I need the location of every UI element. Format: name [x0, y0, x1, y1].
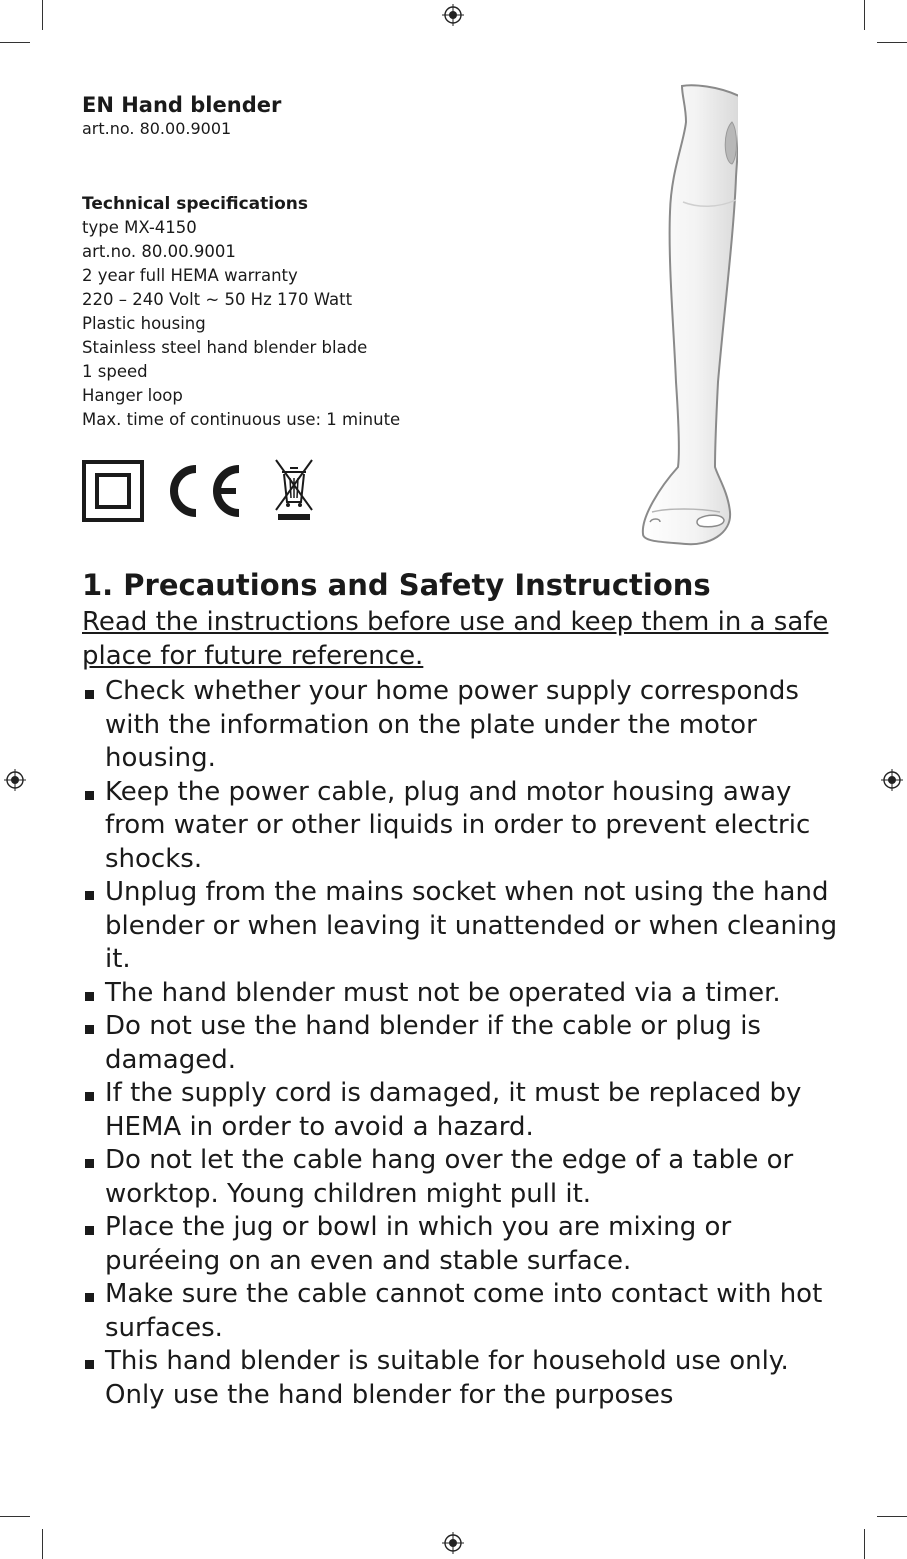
- section-title: 1. Precautions and Safety Instructions: [82, 568, 711, 602]
- bullet-square-icon: [85, 1360, 94, 1369]
- bullet-square-icon: [85, 992, 94, 1001]
- spec-item: 1 speed: [82, 362, 148, 381]
- bullet-square-icon: [85, 1226, 94, 1235]
- registration-mark-icon: [442, 4, 464, 26]
- bullet-square-icon: [85, 1159, 94, 1168]
- registration-mark-icon: [4, 769, 26, 791]
- article-number: art.no. 80.00.9001: [82, 119, 232, 138]
- bullet-square-icon: [85, 1092, 94, 1101]
- list-item: [82, 1211, 842, 1278]
- section-intro: Read the instructions before use and keep them in a safe place for future reference.: [82, 607, 829, 671]
- hand-blender-illustration: [638, 82, 738, 550]
- list-item: [82, 675, 842, 776]
- spec-item: Stainless steel hand blender blade: [82, 338, 368, 357]
- list-item-text: Do not let the cable hang over the edge of a table or worktop. Young children might pull it.: [105, 1145, 794, 1209]
- technical-specifications: [82, 192, 400, 432]
- spec-item: 220 – 240 Volt ~ 50 Hz 170 Watt: [82, 290, 353, 309]
- crop-mark: [42, 1529, 43, 1559]
- list-item-text: Unplug from the mains socket when not using the hand blender or when leaving it unattended or when cleaning it.: [105, 877, 838, 974]
- list-item: [82, 1278, 842, 1345]
- bullet-square-icon: [85, 1293, 94, 1302]
- spec-item: Plastic housing: [82, 314, 206, 333]
- registration-mark-icon: [442, 1532, 464, 1554]
- list-item: [82, 876, 842, 977]
- bullet-square-icon: [85, 791, 94, 800]
- bullet-square-icon: [85, 1025, 94, 1034]
- list-item-text: Make sure the cable cannot come into contact with hot surfaces.: [105, 1279, 823, 1343]
- list-item-text: Do not use the hand blender if the cable or plug is damaged.: [105, 1011, 761, 1075]
- list-item-text: If the supply cord is damaged, it must be replaced by HEMA in order to avoid a hazard.: [105, 1078, 802, 1142]
- specs-list: [82, 216, 400, 432]
- list-item-text: Place the jug or bowl in which you are mixing or puréeing on an even and stable surface.: [105, 1212, 732, 1276]
- list-item: [82, 776, 842, 877]
- bullet-square-icon: [85, 891, 94, 900]
- certification-marks: [82, 458, 322, 522]
- list-item-text: Keep the power cable, plug and motor housing away from water or other liquids in order to prevent electric shocks.: [105, 776, 811, 874]
- spec-item: Hanger loop: [82, 386, 183, 405]
- crop-mark: [42, 0, 43, 30]
- list-item: [82, 1077, 842, 1144]
- list-item-text: This hand blender is suitable for household use only. Only use the hand blender for the purposes: [105, 1346, 789, 1410]
- list-item-text: Check whether your home power supply corresponds with the information on the plate under the motor housing.: [105, 676, 799, 773]
- crop-mark: [864, 0, 865, 30]
- safety-bullet-list: [82, 675, 842, 1412]
- ce-mark-icon: [166, 464, 246, 518]
- registration-mark-icon: [881, 769, 903, 791]
- document-title: EN Hand blender: [82, 93, 282, 117]
- specs-title: Technical specifications: [82, 194, 308, 214]
- class-ii-double-insulation-icon: [82, 460, 144, 522]
- list-item: [82, 977, 842, 1011]
- document-header: [82, 92, 281, 140]
- crop-mark: [0, 1516, 30, 1517]
- bullet-square-icon: [85, 690, 94, 699]
- list-item: [82, 1345, 842, 1412]
- crop-mark: [877, 1516, 907, 1517]
- spec-item: type MX-4150: [82, 218, 197, 237]
- safety-instructions-section: [82, 565, 842, 1412]
- crop-mark: [864, 1529, 865, 1559]
- weee-crossed-bin-icon: [272, 458, 316, 522]
- list-item-text: The hand blender must not be operated via a timer.: [105, 977, 781, 1008]
- spec-item: 2 year full HEMA warranty: [82, 266, 298, 285]
- crop-mark: [877, 42, 907, 43]
- list-item: [82, 1010, 842, 1077]
- crop-mark: [0, 42, 30, 43]
- spec-item: art.no. 80.00.9001: [82, 242, 236, 261]
- spec-item: Max. time of continuous use: 1 minute: [82, 410, 401, 429]
- list-item: [82, 1144, 842, 1211]
